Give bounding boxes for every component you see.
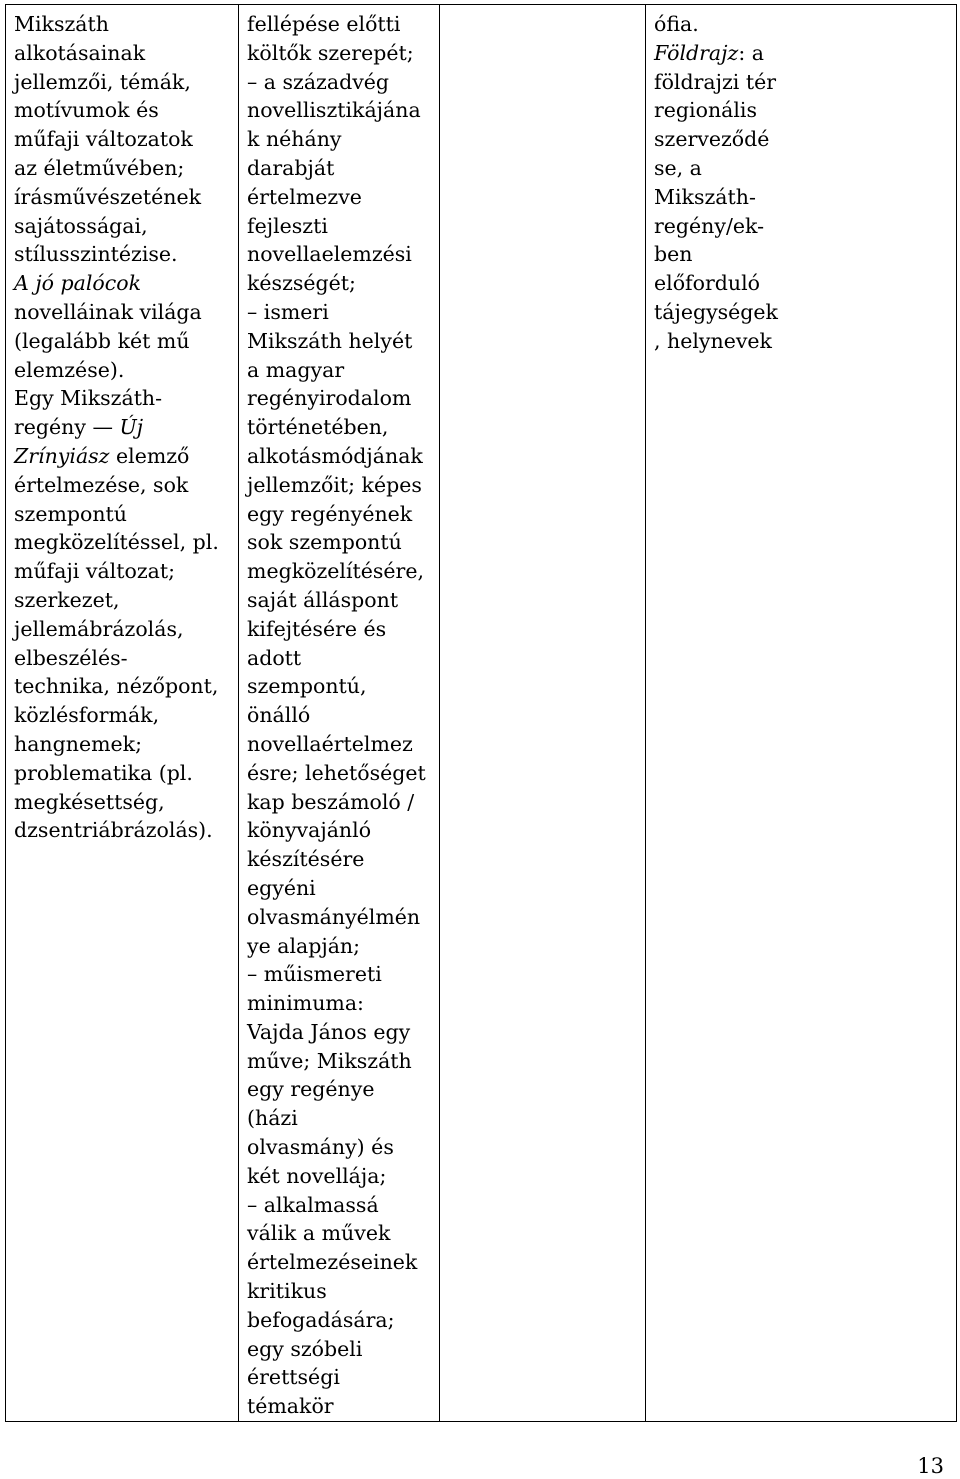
work-title-uj-zrinyiasz: Új Zrínyiász bbox=[14, 415, 144, 468]
work-title-a-jo-palocok: A jó palócok bbox=[14, 271, 142, 296]
subject-foldrajz: Földrajz bbox=[654, 40, 739, 65]
outcomes-cell bbox=[239, 5, 440, 1422]
outcomes-text: fellépése előtti költők szerepét; – a századvég novellisztikájána k néhány darabját értelmezve fejleszti novellaelemzési készségét; – ismeri Mikszáth helyét a magyar regényirodalom történetében, alkotásmódjának jellemzőit; képes egy regényének sok szempontú megközelítésére, saját álláspont kifejtésére és adott szempontú, önálló novellaértelmez ésre; lehetőséget kap beszámoló / könyvajánló készítésére egyéni olvasmányélmén ye alapján; – műismereti minimuma: Vajda János egy műve; Mikszáth egy regénye (házi olvasmány) és két novellája; – alkalmassá válik a művek értelmezéseinek kritikus befogadására; egy szóbeli érettségi témakör bbox=[247, 12, 426, 1419]
connections-cell bbox=[646, 5, 957, 1422]
curriculum-table bbox=[5, 4, 957, 1422]
content-cell bbox=[6, 5, 239, 1422]
empty-cell bbox=[440, 5, 646, 1422]
content-text: Mikszáth alkotásainak jellemzői, témák, motívumok és műfaji változatok az életművében; írásművészetének sajátosságai, stílusszintézise. A jó palócok novelláinak világa (legalább két mű elemzése). Egy Mikszáth- regény — Új Zrínyiász elemző értelmezése, sok szempontú megközelítéssel, pl. műfaji változat; szerkezet, jellemábrázolás, elbeszélés- technika, nézőpont, közlésformák, hangnemek; problematika (pl. megkésettség, dzsentriábrázolás). bbox=[14, 12, 219, 843]
table-row bbox=[6, 5, 957, 1422]
page-number: 13 bbox=[917, 1454, 944, 1478]
connections-text: ófia. Földrajz: a földrajzi tér regionális szerveződé se, a Mikszáth- regény/ek- ben előforduló tájegységek , helynevek bbox=[654, 12, 778, 353]
